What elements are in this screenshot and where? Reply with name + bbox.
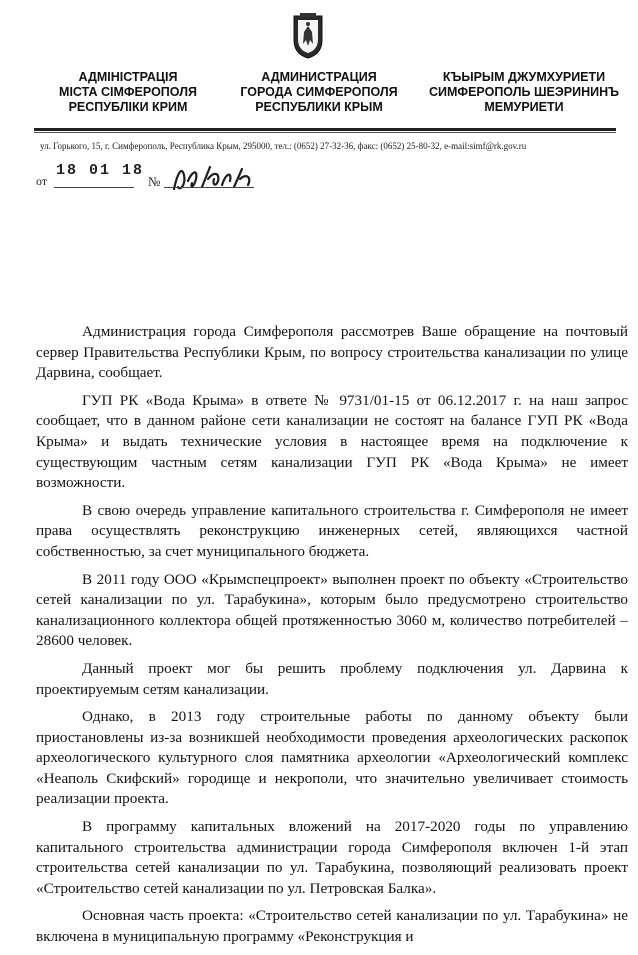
date-prefix: от [36,174,48,188]
body-paragraph-7: В программу капитальных вложений на 2017-2020 годы по управлению капитального строительства администрации города Симферополя включен 1-й этап строительства сетей канализации по ул. Тарабукина, позволяющий реализовать проект «Строительство сетей канализации по ул. Петровская Балка». [36,818,628,897]
header-ru-line-3: РЕСПУБЛИКИ КРЫМ [255,100,383,114]
header-divider-thin [34,132,616,133]
body-paragraph-3: В свою очередь управление капитального строительства г. Симферополя не имеет права осуществлять реконструкцию инженерных сетей, являющихся частной собственностью, за счет муниципального бюджета. [36,501,628,560]
header-cr-line-3: МЕМУРИЕТИ [484,100,564,114]
header-ukrainian [38,70,218,115]
header-ua-line-2: МІСТА СІМФЕРОПОЛЯ [59,85,197,99]
body-paragraph-1: Администрация города Симферополя рассмотрев Ваше обращение на почтовый сервер Правительства Республики Крым, по вопросу строительства канализации по улице Дарвина, сообщает. [36,323,628,382]
registration-date: 18 01 18 [56,162,145,179]
date-underline [54,187,134,188]
body-paragraph-5: Данный проект мог бы решить проблему подключения ул. Дарвина к проектируемым сетям канализации. [36,659,628,698]
body-paragraph-4: В 2011 году ООО «Крымспецпроект» выполнен проект по объекту «Строительство сетей канализации по ул. Тарабукина», которым было предусмотрено строительство канализационного коллектора общей протяженностью 3060 м, количество потребителей – 28600 человек. [36,570,628,650]
body-paragraph-6: Однако, в 2013 году строительные работы по данному объекту были приостановлены из-за возникшей необходимости проведения археологических раскопок археологического культурного слоя памятника археологии «Археологический комплекс «Неаполь Скифский» городище и некрополи, что значительно увеличивает стоимость реализации проекта. [36,708,628,808]
header-ru-line-1: АДМИНИСТРАЦИЯ [261,70,377,84]
number-underline [164,187,254,188]
handwritten-number-signature [168,161,256,195]
header-crimean-tatar [410,70,638,115]
number-sign: № [148,174,161,189]
header-ua-line-3: РЕСПУБЛІКИ КРИМ [68,100,188,114]
letter-body [36,322,628,955]
header-divider-thick [34,128,616,131]
header-ua-line-1: АДМІНІСТРАЦІЯ [78,70,178,84]
header-russian [208,70,430,115]
header-cr-line-1: КЪЫРЫМ ДЖУМХУРИЕТИ [442,70,606,84]
body-paragraph-2: ГУП РК «Вода Крыма» в ответе № 9731/01-15 от 06.12.2017 г. на наш запрос сообщает, что в данном районе сети канализации не состоят на балансе ГУП РК «Вода Крыма» и выдать технические условия в настоящее время на подключение к существующим частным сетям канализации ГУП РК «Вода Крыма» не имеет возможности. [36,391,628,492]
coat-of-arms-icon [290,12,326,60]
address-line: ул. Горького, 15, г. Симферополь, Республика Крым, 295000, тел.: (0652) 27-32-36, факс: (0652) 25-80-32, e-mail:simf@rk.gov.ru [40,141,527,151]
header-cr-line-2: СИМФЕРОПОЛЬ ШЕЭРИНИНЪ [429,85,619,99]
header-ru-line-2: ГОРОДА СИМФЕРОПОЛЯ [240,85,398,99]
body-paragraph-8: Основная часть проекта: «Строительство сетей канализации по ул. Тарабукина» не включена в муниципальную программу «Реконструкция и [36,907,628,946]
